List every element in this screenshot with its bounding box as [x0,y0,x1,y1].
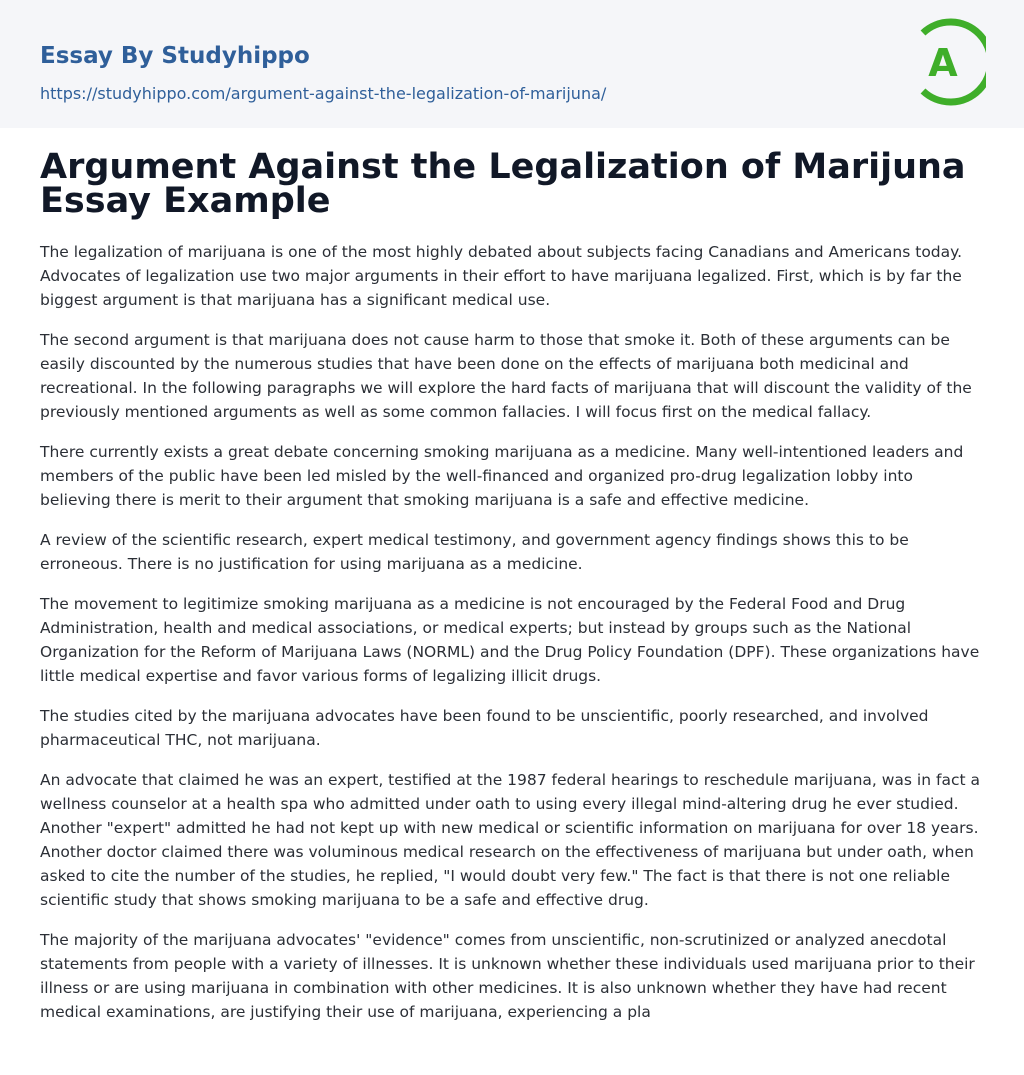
essay-url-link[interactable]: https://studyhippo.com/argument-against-the-legalization-of-marijuna/ [40,84,607,103]
article-paragraph: The second argument is that marijuana does not cause harm to those that smoke it. Both of these arguments can be easily discounted by the numerous studies that have been done on the effects of marijuana both medicinal and recreational. In the following paragraphs we will explore the hard facts of marijuana that will discount the validity of the previously mentioned arguments as well as some common fallacies. I will focus first on the medical fallacy. [40,331,972,421]
article-paragraph: An advocate that claimed he was an expert, testified at the 1987 federal hearings to reschedule marijuana, was in fact a wellness counselor at a health spa who admitted under oath to using every illegal mind-altering drug he ever studied. Another "expert" admitted he had not kept up with new medical or scientific information on marijuana for over 18 years. Another doctor claimed there was voluminous medical research on the effectiveness of marijuana but under oath, when asked to cite the number of the studies, he replied, "I would doubt very few." The fact is that there is not one reliable scientific study that shows smoking marijuana to be a safe and effective drug. [40,771,980,909]
article-title: Argument Against the Legalization of Marijuna Essay Example [40,147,966,221]
article [0,128,1024,1024]
article-paragraph: There currently exists a great debate concerning smoking marijuana as a medicine. Many well-intentioned leaders and members of the public have been led misled by the well-financed and organized pro-drug legalization lobby into believing there is merit to their argument that smoking marijuana is a safe and effective medicine. [40,443,964,509]
article-paragraph: The movement to legitimize smoking marijuana as a medicine is not encouraged by the Federal Food and Drug Administration, health and medical associations, or medical experts; but instead by groups such as the National Organization for the Reform of Marijuana Laws (NORML) and the Drug Policy Foundation (DPF). These organizations have little medical expertise and favor various forms of legalizing illicit drugs. [40,595,980,685]
brand-title: Essay By Studyhippo [40,43,310,69]
logo-letter: A [928,41,958,85]
studyhippo-logo-icon[interactable] [916,18,986,106]
site-header [0,0,1024,128]
article-paragraph: The majority of the marijuana advocates' "evidence" comes from unscientific, non-scrutinized or analyzed anecdotal statements from people with a variety of illnesses. It is unknown whether these individuals used marijuana prior to their illness or are using marijuana in combination with other medicines. It is also unknown whether they have had recent medical examinations, are justifying their use of marijuana, experiencing a pla [40,931,975,1021]
article-paragraph: The studies cited by the marijuana advocates have been found to be unscientific, poorly researched, and involved pharmaceutical THC, not marijuana. [40,707,929,749]
article-paragraph: A review of the scientific research, expert medical testimony, and government agency findings shows this to be erroneous. There is no justification for using marijuana as a medicine. [40,531,909,573]
article-paragraph: The legalization of marijuana is one of the most highly debated about subjects facing Canadians and Americans today. Advocates of legalization use two major arguments in their effort to have marijuana legalized. First, which is by far the biggest argument is that marijuana has a significant medical use. [40,243,963,309]
